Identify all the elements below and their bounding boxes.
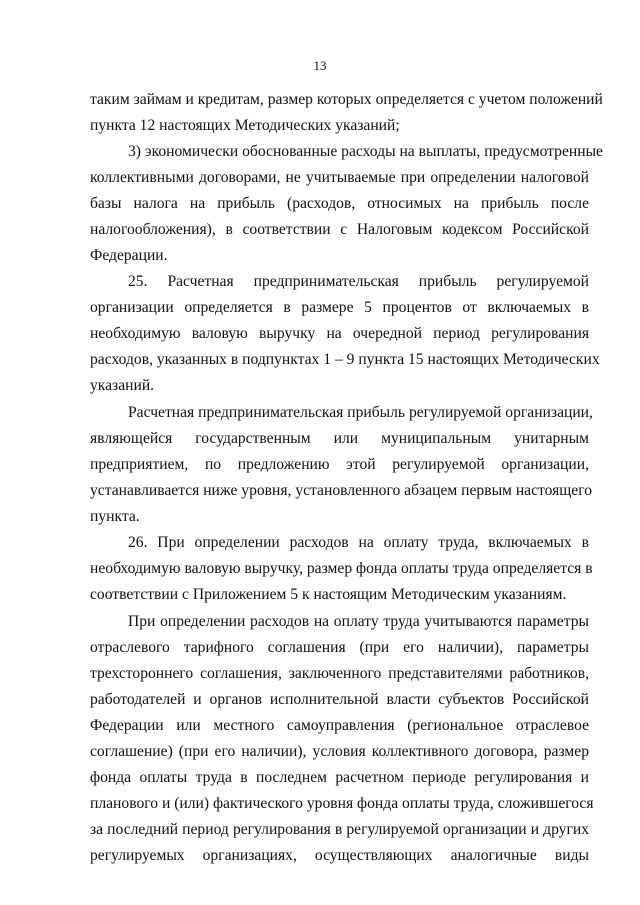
text-line: предприятием, по предложению этой регулируемой организации, [90, 456, 589, 473]
text-line: планового и (или) фактического уровня фонда оплаты труда, сложившегося [90, 795, 594, 812]
text-line: пункта 12 настоящих Методических указаний; [90, 117, 400, 134]
text-line: соглашение) (при его наличии), условия коллективного договора, размер [90, 743, 589, 760]
text-line: Федерации или местного самоуправления (региональное отраслевое [90, 717, 589, 734]
text-line: коллективными договорами, не учитываемые при определении налоговой [90, 169, 589, 186]
text-line: трехстороннего соглашения, заключенного представителями работников, [90, 665, 589, 682]
text-line: регулируемых организациях, осуществляющих аналогичные виды [90, 847, 589, 864]
page-number: 13 [313, 58, 327, 73]
text-line: налогообложения), в соответствии с Налоговым кодексом Российской [90, 221, 589, 238]
text-line: необходимую валовую выручку на очередной период регулирования [90, 325, 589, 342]
text-line: соответствии с Приложением 5 к настоящим Методическим указаниям. [90, 586, 567, 603]
text-line: устанавливается ниже уровня, установленного абзацем первым настоящего [90, 482, 593, 499]
text-line: базы налога на прибыль (расходов, относимых на прибыль после [90, 195, 589, 212]
text-line: фонда оплаты труда в последнем расчетном периоде регулирования и [90, 769, 589, 786]
text-line: 3) экономически обоснованные расходы на выплаты, предусмотренные [128, 143, 603, 160]
text-line: расходов, указанных в подпунктах 1 – 9 пункта 15 настоящих Методических [90, 351, 600, 368]
text-line: указаний. [90, 377, 155, 394]
text-line: работодателей и органов исполнительной власти субъектов Российской [90, 691, 589, 708]
text-line: 25. Расчетная предпринимательская прибыль регулируемой [128, 273, 589, 290]
text-line: необходимую валовую выручку, размер фонда оплаты труда определяется в [90, 560, 593, 577]
text-line: за последний период регулирования в регулируемой организации и других [90, 821, 589, 838]
text-line: Федерации. [90, 247, 168, 264]
text-line: таким займам и кредитам, размер которых определяется с учетом положений [90, 91, 603, 108]
text-line: пункта. [90, 508, 140, 525]
text-line: организации определяется в размере 5 процентов от включаемых в [90, 299, 589, 316]
text-line: являющейся государственным или муниципальным унитарным [90, 430, 589, 447]
text-line: Расчетная предпринимательская прибыль регулируемой организации, [128, 404, 593, 421]
text-line: При определении расходов на оплату труда учитываются параметры [128, 613, 589, 630]
text-line: 26. При определении расходов на оплату труда, включаемых в [128, 534, 589, 551]
text-line: отраслевого тарифного соглашения (при его наличии), параметры [90, 639, 589, 656]
